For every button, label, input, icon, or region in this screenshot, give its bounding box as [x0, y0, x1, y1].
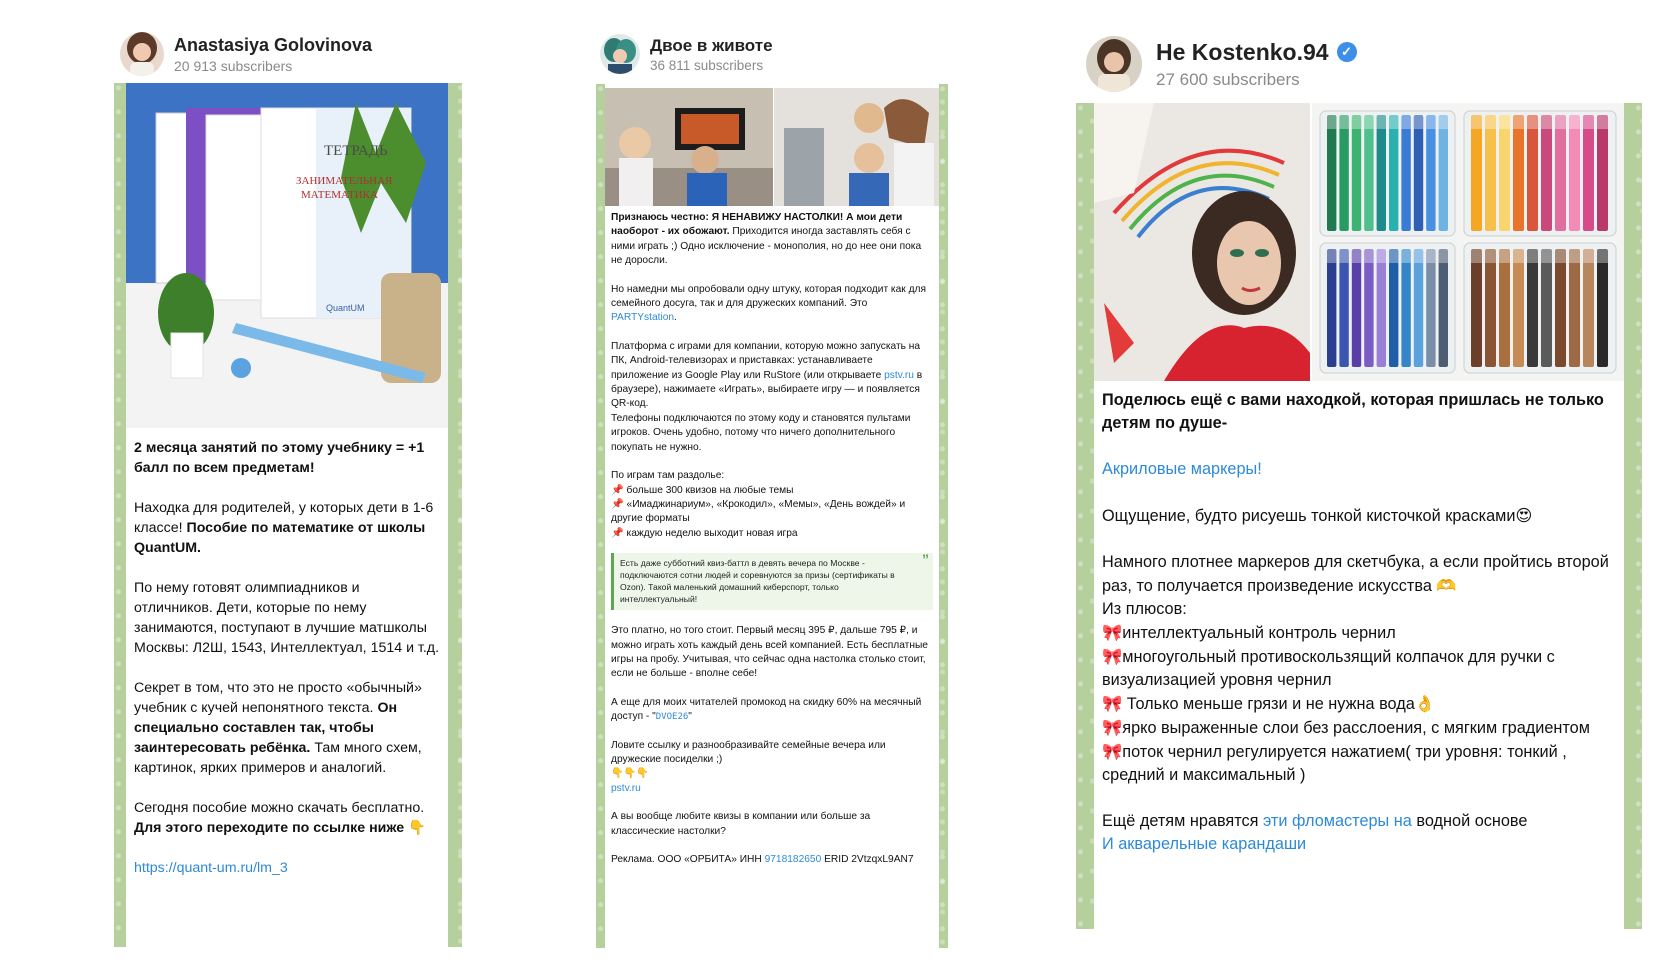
post-paragraph: Находка для родителей, у которых дети в 1-6 классе! Пособие по математике от школы QuantUM. — [134, 500, 434, 556]
notebook-title: ТЕТРАДЬ — [324, 143, 388, 159]
marker-cap — [1597, 249, 1608, 263]
markers-illustration — [1312, 103, 1624, 381]
post-paragraph: Ещё детям нравятся эти фломастеры на водной основе — [1102, 812, 1528, 830]
marker-cap — [1499, 249, 1510, 263]
marker-pen — [1377, 115, 1386, 231]
post-paragraph: Телефоны подключаются по этому коду и становятся пультами игроков. Очень удобно, потому что ничего дополнительного покупать не нужно. — [611, 412, 911, 453]
channel-avatar[interactable] — [1086, 36, 1142, 92]
post-text — [134, 438, 442, 878]
post-card — [1094, 103, 1624, 929]
channel-header-1[interactable] — [120, 32, 372, 76]
marker-cap — [1327, 115, 1336, 129]
verified-icon: ✓ — [1337, 42, 1357, 62]
partystation-link[interactable]: PARTYstation — [611, 312, 675, 324]
marker-cap — [1569, 115, 1580, 129]
post-paragraph: Но намедни мы опробовали одну штуку, которая подходит как для семейного досуга, так и для дружеских компаний. Это PARTYstation. — [611, 283, 926, 324]
marker-cap — [1541, 249, 1552, 263]
channel-name[interactable]: He Kostenko.94 ✓ — [1156, 39, 1357, 66]
marker-cap — [1513, 249, 1524, 263]
marker-cap — [1555, 115, 1566, 129]
marker-cap — [1327, 249, 1336, 263]
notebook-brand: QuantUM — [326, 303, 365, 313]
marker-cap — [1364, 249, 1373, 263]
pstv-link[interactable]: pstv.ru — [884, 369, 914, 381]
post-text — [1102, 381, 1618, 856]
pointing-down-emoji: 👇 — [408, 820, 426, 836]
marker-pen — [1339, 249, 1348, 367]
list-item: 🎀многоугольный противоскользящий колпачок для ручки с визуализацией уровня чернил — [1102, 647, 1555, 689]
pin-icon: 📌 — [611, 527, 624, 539]
marker-cap — [1377, 249, 1386, 263]
acrylic-markers-link[interactable]: Акриловые маркеры! — [1102, 460, 1262, 478]
marker-pen — [1499, 249, 1510, 367]
post-card — [126, 83, 448, 947]
marker-pen — [1471, 115, 1482, 231]
subscriber-count: 27 600 subscribers — [1156, 69, 1300, 89]
marker-pen — [1389, 249, 1398, 367]
marker-pen — [1485, 115, 1496, 231]
list-item: 📌 каждую неделю выходит новая игра — [611, 527, 798, 539]
marker-cap — [1426, 115, 1435, 129]
marker-pen — [1426, 249, 1435, 367]
post-paragraph: Сегодня пособие можно скачать бесплатно. Для этого переходите по ссылке ниже 👇 — [134, 800, 426, 836]
marker-cap — [1597, 115, 1608, 129]
bow-icon: 🎀 — [1102, 647, 1123, 666]
bow-icon: 🎀 — [1102, 694, 1123, 713]
post-paragraph: Секрет в том, что это не просто «обычный» учебник с кучей непонятного текста. Он специально составлен так, чтобы заинтересовать ребёнка. Там много схем, картинок, ярких примеров и аналогий. — [134, 680, 422, 776]
marker-pen — [1527, 115, 1538, 231]
marker-pen — [1439, 115, 1448, 231]
bow-icon: 🎀 — [1102, 718, 1123, 737]
marker-pen — [1439, 249, 1448, 367]
bow-icon: 🎀 — [1102, 623, 1123, 642]
marker-pen — [1583, 249, 1594, 367]
marker-cap — [1401, 249, 1410, 263]
marker-cap — [1471, 115, 1482, 129]
list-item: 📌 больше 300 квизов на любые темы — [611, 484, 794, 496]
quote-mark-icon: ” — [922, 551, 929, 568]
post-photo[interactable] — [126, 83, 448, 428]
marker-pen — [1569, 115, 1580, 231]
post-headline: 2 месяца занятий по этому учебнику = +1 балл по всем предметам! — [134, 440, 425, 476]
marker-cap — [1364, 115, 1373, 129]
post-paragraph: Платформа с играми для компании, которую можно запускать на ПК, Android-телевизорах и приставках: устанавливаете приложение из Google Play или RuStore (или открываете pstv.ru в браузере), нажимаете «Играть», выбираете игру — и появляется QR-код. — [611, 340, 923, 410]
marker-cap — [1555, 249, 1566, 263]
marker-pen — [1499, 115, 1510, 231]
marker-cap — [1426, 249, 1435, 263]
marker-pen — [1597, 249, 1608, 367]
channel-header-3[interactable] — [1086, 36, 1357, 92]
pin-icon: 📌 — [611, 484, 624, 496]
marker-cap — [1569, 249, 1580, 263]
list-title: По играм там раздолье: — [611, 470, 725, 482]
post-text — [611, 211, 933, 867]
marker-cap — [1414, 249, 1423, 263]
quote-block — [611, 553, 933, 610]
marker-cap — [1527, 249, 1538, 263]
felt-pens-link[interactable]: эти фломастеры на — [1262, 812, 1412, 830]
marker-pen — [1389, 115, 1398, 231]
marker-cap — [1583, 115, 1594, 129]
quote-text: Есть даже субботний квиз-баттл в девять вечера по Москве - подключаются сотни людей и соревнуются за призы (сертификаты в Ozon). Такой маленький домашний киберспорт, только интеллектуальный! — [620, 558, 895, 605]
marker-pen — [1414, 115, 1423, 231]
marker-pen — [1513, 249, 1524, 367]
marker-pen — [1352, 249, 1361, 367]
post-paragraph: Признаюсь честно: Я НЕНАВИЖУ НАСТОЛКИ! А мои дети наоборот - их обожают. Приходится иногда заставлять себя с ними играть ;) Одно исключение - монополия, но до нее они пока не доросли. — [611, 212, 922, 267]
post-photo-drawing[interactable] — [1094, 103, 1310, 381]
post-photo-right[interactable] — [774, 88, 939, 206]
marker-cap — [1485, 249, 1496, 263]
subscriber-count: 20 913 subscribers — [174, 57, 293, 74]
marker-cap — [1527, 115, 1538, 129]
marker-cap — [1389, 249, 1398, 263]
marker-cap — [1439, 249, 1448, 263]
list-item: 🎀поток чернил регулируется нажатием( три уровня: тонкий , средний и максимальный ) — [1102, 742, 1567, 784]
post-paragraph: Ощущение, будто рисуешь тонкой кисточкой красками😍 — [1102, 506, 1533, 525]
channel-avatar[interactable] — [120, 32, 164, 76]
marker-cap — [1541, 115, 1552, 129]
marker-pen — [1364, 115, 1373, 231]
notebook-subtitle-1: ЗАНИМАТЕЛЬНАЯ — [296, 175, 393, 187]
pros-title: Из плюсов: — [1102, 600, 1187, 618]
post-paragraph: А вы вообще любите квизы в компании или больше за классические настолки? — [611, 811, 871, 837]
marker-cap — [1352, 249, 1361, 263]
post-card — [605, 84, 939, 948]
marker-cap — [1389, 115, 1398, 129]
marker-pen — [1414, 249, 1423, 367]
marker-pen — [1401, 249, 1410, 367]
ad-disclaimer: Реклама. ООО «ОРБИТА» ИНН 9718182650 ERID 2VtzqxL9AN7 — [611, 854, 914, 865]
post-frame-3 — [1076, 103, 1642, 929]
marker-pen — [1597, 115, 1608, 231]
notebook-subtitle-2: МАТЕМАТИКА — [301, 189, 378, 201]
marker-pen — [1583, 115, 1594, 231]
post-photo-markers[interactable] — [1312, 103, 1624, 381]
marker-cap — [1485, 115, 1496, 129]
marker-pen — [1541, 115, 1552, 231]
marker-pen — [1555, 115, 1566, 231]
post-paragraph: По нему готовят олимпиадников и отличников. Дети, которые по нему занимаются, поступают в лучшие матшколы Москвы: Л2Ш, 1543, Интеллектуал, 1514 и т.д. — [134, 580, 440, 656]
marker-pen — [1471, 249, 1482, 367]
marker-cap — [1583, 249, 1594, 263]
marker-pen — [1485, 249, 1496, 367]
post-photo-left[interactable] — [605, 88, 773, 206]
channel-avatar[interactable] — [600, 34, 640, 74]
post-frame-1 — [114, 83, 462, 947]
channel-name[interactable]: Anastasiya Golovinova — [174, 34, 373, 55]
marker-cap — [1499, 115, 1510, 129]
pointing-down-emoji: 👇👇👇 — [611, 768, 650, 780]
marker-pen — [1569, 249, 1580, 367]
post-paragraph: Ловите ссылку и разнообразивайте семейные вечера или дружеские посиделки ;) — [611, 739, 886, 765]
marker-cap — [1377, 115, 1386, 129]
marker-pen — [1339, 115, 1348, 231]
promo-code[interactable]: DVOE26 — [655, 712, 689, 723]
marker-pen — [1327, 115, 1336, 231]
channel-name[interactable]: Двое в животе — [650, 35, 773, 55]
post-headline: Поделюсь ещё с вами находкой, которая пришлась не только детям по душе- — [1102, 391, 1604, 432]
post-paragraph: А еще для моих читателей промокод на скидку 60% на месячный доступ - "DVOE26" — [611, 696, 922, 723]
marker-cap — [1352, 115, 1361, 129]
marker-pen — [1426, 115, 1435, 231]
marker-cap — [1339, 115, 1348, 129]
channel-header-2[interactable] — [600, 34, 773, 74]
marker-pen — [1364, 249, 1373, 367]
marker-pen — [1327, 249, 1336, 367]
list-item: 🎀ярко выраженные слои без расслоения, с мягким градиентом — [1102, 718, 1590, 737]
bow-icon: 🎀 — [1102, 742, 1123, 761]
inn-link[interactable]: 9718182650 — [764, 854, 822, 865]
list-item: 📌 «Имаджинариум», «Крокодил», «Мемы», «День вождей» и другие форматы — [611, 498, 906, 525]
marker-pen — [1513, 115, 1524, 231]
post-paragraph: Намного плотнее маркеров для скетчбука, а если пройтись второй раз, то получается произведение искусства 🫶 — [1102, 553, 1609, 595]
marker-pen — [1527, 249, 1538, 367]
pstv-link-bottom[interactable]: pstv.ru — [611, 782, 641, 794]
marker-cap — [1471, 249, 1482, 263]
marker-pen — [1377, 249, 1386, 367]
marker-pen — [1401, 115, 1410, 231]
marker-pen — [1555, 249, 1566, 367]
marker-pen — [1541, 249, 1552, 367]
list-item: 🎀 Только меньше грязи и не нужна вода👌 — [1102, 694, 1436, 713]
post-link[interactable]: https://quant-um.ru/lm_3 — [134, 860, 288, 876]
watercolor-pencils-link[interactable]: И акварельные карандаши — [1102, 835, 1307, 853]
heart-eyes-emoji: 😍 — [1515, 506, 1533, 525]
subscriber-count: 36 811 subscribers — [650, 57, 764, 73]
heart-hands-emoji: 🫶 — [1436, 576, 1457, 595]
marker-cap — [1439, 115, 1448, 129]
marker-cap — [1513, 115, 1524, 129]
marker-cap — [1401, 115, 1410, 129]
post-paragraph: Это платно, но того стоит. Первый месяц 395 ₽, дальше 795 ₽, и можно играть хоть каждый день всей компанией. Есть бесплатные игры на пробу. Учитывая, что сейчас одна настолка столько стоит, если не больше - вполне себе! — [611, 625, 928, 680]
marker-cap — [1339, 249, 1348, 263]
list-item: 🎀интеллектуальный контроль чернил — [1102, 623, 1396, 642]
pin-icon: 📌 — [611, 498, 624, 510]
marker-cap — [1414, 115, 1423, 129]
post-frame-2 — [596, 84, 948, 948]
ok-hand-emoji: 👌 — [1414, 694, 1436, 713]
marker-pen — [1352, 115, 1361, 231]
